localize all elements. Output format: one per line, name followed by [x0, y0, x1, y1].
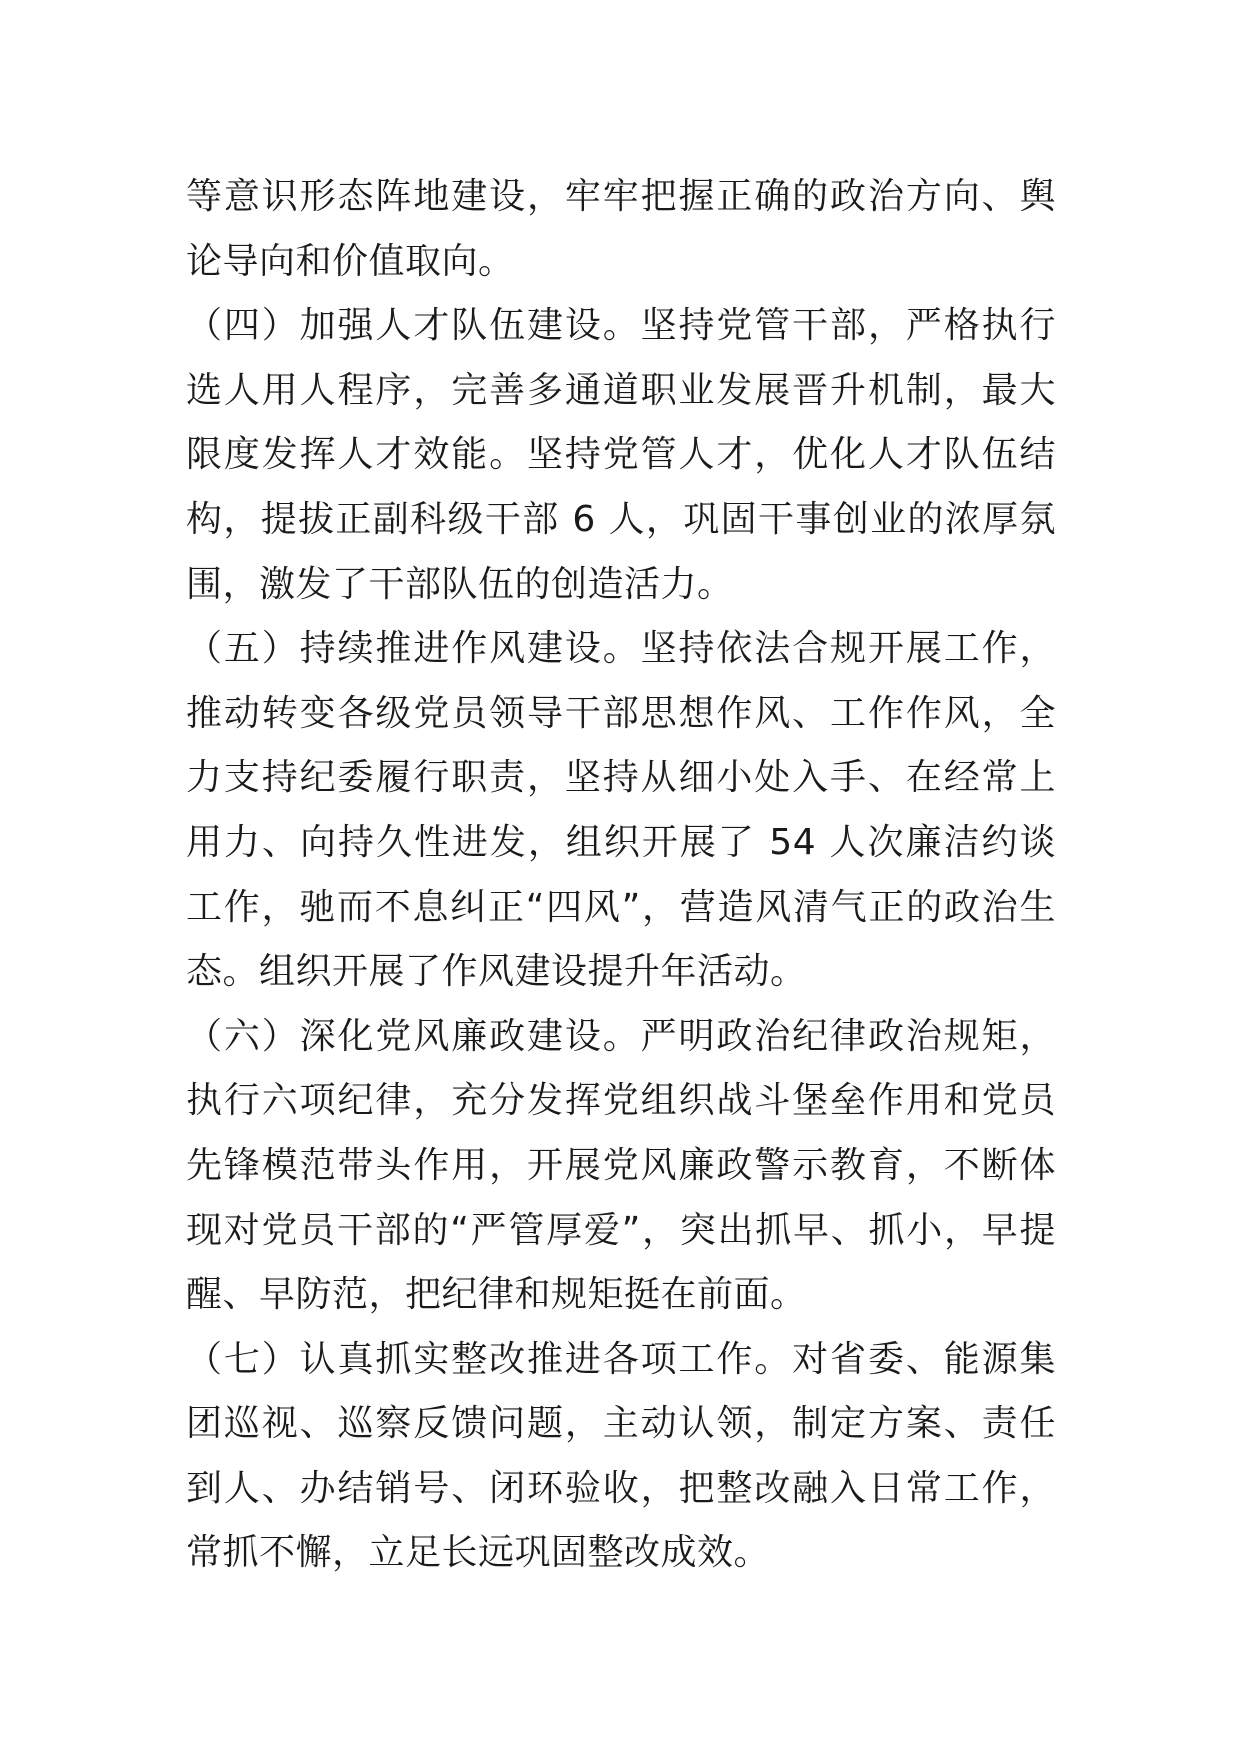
paragraph-ideology-continued: 等意识形态阵地建设，牢牢把握正确的政治方向、舆论导向和价值取向。: [186, 176, 1056, 282]
paragraph-work-style: （五）持续推进作风建设。坚持依法合规开展工作，推动转变各级党员领导干部思想作风、工作作风，全力支持纪委履行职责，坚持从细小处入手、在经常上用力、向持久性进发，组织开展了 54 人次廉洁约谈工作，驰而不息纠正“四风”，营造风清气正的政治生态。组织开展了作风建设提升年活动。: [186, 628, 1056, 993]
paragraph-integrity: （六）深化党风廉政建设。严明政治纪律政治规矩，执行六项纪律，充分发挥党组织战斗堡垒作用和党员先锋模范带头作用，开展党风廉政警示教育，不断体现对党员干部的“严管厚爱”，突出抓早、抓小，早提醒、早防范，把纪律和规矩挺在前面。: [186, 1015, 1056, 1316]
paragraph-talent-team: （四）加强人才队伍建设。坚持党管干部，严格执行选人用人程序，完善多通道职业发展晋升机制，最大限度发挥人才效能。坚持党管人才，优化人才队伍结构，提拔正副科级干部 6 人，巩固干事创业的浓厚氛围，激发了干部队伍的创造活力。: [186, 305, 1056, 605]
paragraph-rectification: （七）认真抓实整改推进各项工作。对省委、能源集团巡视、巡察反馈问题，主动认领，制定方案、责任到人、办结销号、闭环验收，把整改融入日常工作，常抓不懈，立足长远巩固整改成效。: [186, 1338, 1056, 1574]
document-body: [186, 165, 1056, 1586]
